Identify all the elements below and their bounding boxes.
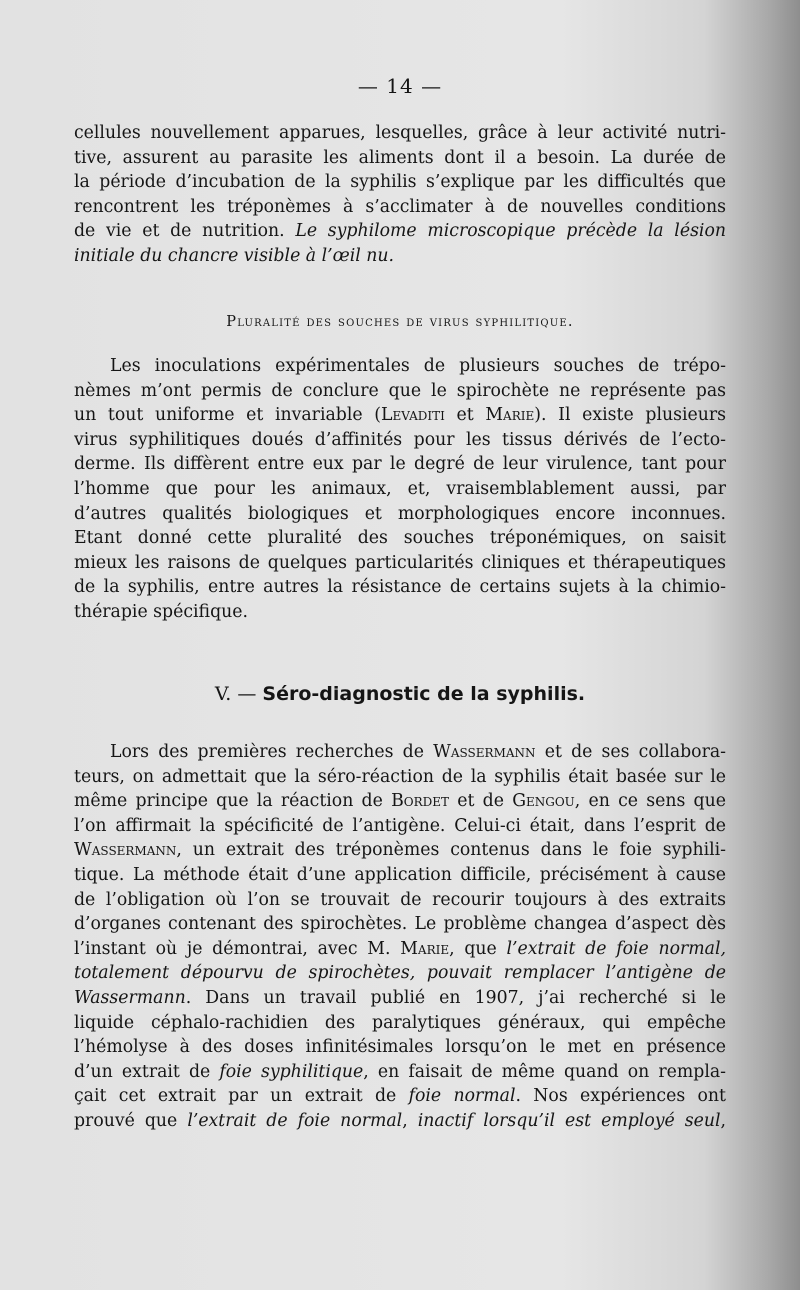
text-line: teurs, on admettait que la séro-réaction de la syphilis était basée sur le xyxy=(74,766,726,787)
text-line: de l’obligation où l’on se trouvait de recourir toujours à des extraits xyxy=(74,889,726,910)
italic-text: l’extrait de foie normal xyxy=(187,1110,403,1131)
italic-text: inactif lorsqu’il est employé seul xyxy=(417,1110,721,1131)
author-name: Levaditi xyxy=(381,405,445,426)
italic-text: Wassermann xyxy=(74,987,186,1008)
text-line: cellules nouvellement apparues, lesquelles, grâce à leur activité nutri- xyxy=(74,123,726,143)
text-line: mieux les raisons de quelques particularités cliniques et thérapeutiques xyxy=(74,552,726,573)
text-line: tive, assurent au parasite les aliments dont il a besoin. La durée de xyxy=(74,147,726,168)
author-name: Wassermann xyxy=(74,840,177,861)
text-line: rencontrent les tréponèmes à s’acclimater à de nouvelles conditions xyxy=(74,196,726,217)
author-name: Bordet xyxy=(391,791,450,812)
author-name: Wassermann xyxy=(433,742,536,762)
text-line: un tout uniforme et invariable (Levaditi et Marie). Il existe plusieurs xyxy=(74,405,726,426)
section-title: Séro-diagnostic de la syphilis. xyxy=(262,683,586,705)
section-number: V. — xyxy=(214,683,263,705)
italic-text: foie normal xyxy=(408,1086,516,1107)
paragraph-plurality xyxy=(74,354,726,625)
text-line: çait cet extrait par un extrait de foie normal. Nos expériences ont xyxy=(74,1086,726,1107)
text-line: la période d’incubation de la syphilis s’explique par les difficultés que xyxy=(74,172,726,193)
text-line: liquide céphalo-rachidien des paralytiques généraux, qui empêche xyxy=(74,1012,726,1033)
text-line: même principe que la réaction de Bordet et de Gengou, en ce sens que xyxy=(74,791,726,812)
text-line: derme. Ils diffèrent entre eux par le degré de leur virulence, tant pour xyxy=(74,454,726,475)
text-line: d’autres qualités biologiques et morphologiques encore inconnues. xyxy=(74,503,726,524)
text-line: Wassermann. Dans un travail publié en 1907, j’ai recherché si le xyxy=(74,987,726,1008)
italic-text: initiale du chancre visible à l’œil nu. xyxy=(74,245,394,266)
paragraph-incubation xyxy=(74,121,726,269)
text-line: Etant donné cette pluralité des souches tréponémiques, on saisit xyxy=(74,528,726,549)
text-line: Les inoculations expérimentales de plusieurs souches de trépo- xyxy=(110,356,726,376)
author-name: Marie xyxy=(485,405,535,426)
text-line: de vie et de nutrition. Le syphilome microscopique précède la lésion xyxy=(74,221,726,242)
text-line: virus syphilitiques doués d’affinités pour les tissus dérivés de l’ecto- xyxy=(74,429,726,450)
text-line: nèmes m’ont permis de conclure que le spirochète ne représente pas xyxy=(74,380,726,401)
text-line: l’homme que pour les animaux, et, vraisemblablement aussi, par xyxy=(74,478,726,499)
italic-text: Le syphilome microscopique précède la lésion xyxy=(295,221,726,242)
text-line: de la syphilis, entre autres la résistance de certains sujets à la chimio- xyxy=(74,577,726,598)
section-heading-plurality: Pluralité des souches de virus syphilitique. xyxy=(226,314,574,330)
text-line: prouvé que l’extrait de foie normal, inactif lorsqu’il est employé seul, xyxy=(74,1110,726,1131)
italic-text: totalement dépourvu de spirochètes, pouvait remplacer l’antigène de xyxy=(74,963,726,984)
text-line: tique. La méthode était d’une application difficile, précisément à cause xyxy=(74,864,726,885)
text-line: d’un extrait de foie syphilitique, en faisait de même quand on rempla- xyxy=(74,1061,726,1082)
text-line: l’on affirmait la spécificité de l’antigène. Celui-ci était, dans l’esprit de xyxy=(74,815,726,836)
text-line: d’organes contenant des spirochètes. Le problème changea d’aspect dès xyxy=(74,914,726,935)
text-line: Lors des premières recherches de Wassermann et de ses collabora- xyxy=(110,742,726,762)
author-name: Gengou xyxy=(512,791,575,812)
text-line: l’instant où je démontrai, avec M. Marie, que l’extrait de foie normal, xyxy=(74,938,726,959)
paragraph-serodiagnostic xyxy=(74,740,726,1134)
italic-text: l’extrait de foie normal, xyxy=(506,938,726,959)
text-line: thérapie spécifique. xyxy=(74,601,248,622)
section-heading-serodiagnostic xyxy=(0,683,800,705)
text-line xyxy=(74,961,726,986)
italic-text: foie syphilitique xyxy=(219,1061,364,1082)
author-name: Marie xyxy=(400,938,450,959)
text-line: l’hémolyse à des doses infinitésimales lorsqu’on le met en présence xyxy=(74,1037,726,1058)
page-number: — 14 — xyxy=(357,74,443,98)
text-line: Wassermann, un extrait des tréponèmes contenus dans le foie syphili- xyxy=(74,840,726,861)
text-line xyxy=(74,244,726,269)
